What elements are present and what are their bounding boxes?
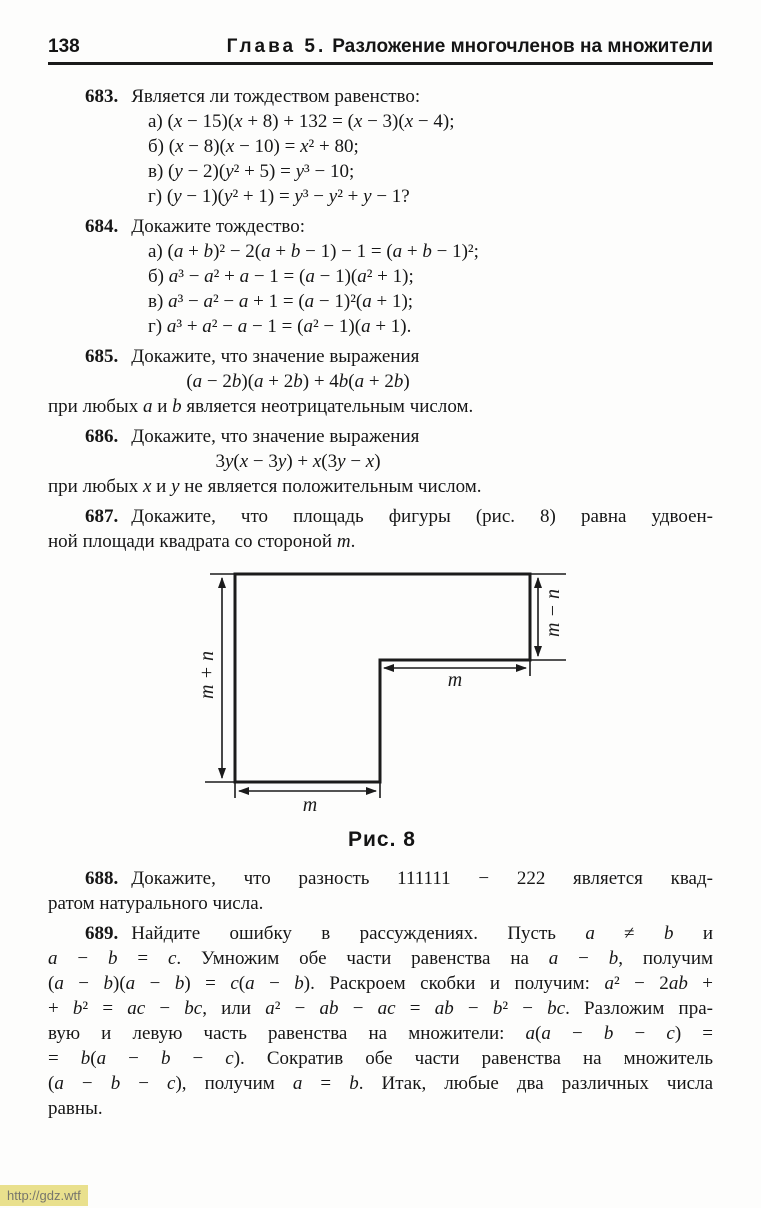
problem-text: Докажите, что значение выражения <box>131 346 420 367</box>
problem-684 <box>48 214 713 339</box>
problem-line <box>48 84 713 109</box>
chapter-heading <box>227 36 713 58</box>
problem-683 <box>48 84 713 209</box>
problem-number: 686. <box>85 426 119 447</box>
figure-8 <box>48 562 713 854</box>
page-number: 138 <box>48 36 80 57</box>
problem-line: при любых x и y не является положительным числом. <box>48 476 482 497</box>
problem-line <box>48 214 713 239</box>
problem-line: в) (y − 2)(y² + 5) = y³ − 10; <box>148 161 355 182</box>
problem-line <box>48 866 713 891</box>
problem-line: + b² = ac − bc, или a² − ab − ac = ab − b² − bc. Разложим пра- <box>48 998 713 1019</box>
problem-line: (a − 2b)(a + 2b) + 4b(a + 2b) <box>186 371 410 392</box>
problem-number: 687. <box>85 506 119 527</box>
problem-688 <box>48 866 713 916</box>
label-m-bottom: m <box>302 794 318 816</box>
problem-line: в) a³ − a² − a + 1 = (a − 1)²(a + 1); <box>148 291 414 312</box>
problem-text: Докажите, что значение выражения <box>131 426 420 447</box>
l-shape-outline <box>235 574 530 782</box>
problem-line: б) a³ − a² + a − 1 = (a − 1)(a² + 1); <box>148 266 414 287</box>
header-rule <box>48 62 713 65</box>
label-m-plus-n: m + n <box>196 651 218 699</box>
problem-line: равны. <box>48 1098 103 1119</box>
problem-line: a − b = c. Умножим обе части равенства на a − b, получим <box>48 948 714 969</box>
label-m-notch: m <box>447 669 463 691</box>
label-m-minus-n: m − n <box>542 589 564 637</box>
problem-line: а) (x − 15)(x + 8) + 132 = (x − 3)(x − 4); <box>148 111 455 132</box>
problem-number: 688. <box>85 868 119 889</box>
problem-number: 684. <box>85 216 119 237</box>
problem-line: ной площади квадрата со стороной m. <box>48 531 356 552</box>
problem-line: (a − b)(a − b) = c(a − b). Раскроем скобки и получим: a² − 2ab + <box>48 973 714 994</box>
problem-689 <box>48 921 713 1121</box>
problem-text: Является ли тождеством равенство: <box>131 86 421 107</box>
page-header <box>48 36 713 58</box>
problem-line <box>48 424 713 449</box>
problem-line <box>48 344 713 369</box>
problem-687 <box>48 504 713 554</box>
problem-line: б) (x − 8)(x − 10) = x² + 80; <box>148 136 359 157</box>
problem-number: 689. <box>85 923 119 944</box>
chapter-label: Глава 5. <box>226 36 327 57</box>
problem-text: Докажите, что разность 111111 − 222 является квад- <box>131 868 713 889</box>
problem-685 <box>48 344 713 419</box>
problem-line: (a − b − c), получим a = b. Итак, любые два различных числа <box>48 1073 713 1094</box>
chapter-title: Разложение многочленов на множители <box>332 36 713 57</box>
problem-line <box>48 921 713 946</box>
problem-686 <box>48 424 713 499</box>
page-content <box>48 36 713 1121</box>
problem-text: Докажите, что площадь фигуры (рис. 8) равна удвоен- <box>131 506 713 527</box>
problem-number: 685. <box>85 346 119 367</box>
figure-caption: Рис. 8 <box>348 828 416 851</box>
problem-line: = b(a − b − c). Сократив обе части равенства на множитель <box>48 1048 713 1069</box>
problem-text: Найдите ошибку в рассуждениях. Пусть a ≠ b и <box>131 923 713 944</box>
problem-line <box>48 504 713 529</box>
problem-text: Докажите тождество: <box>131 216 306 237</box>
problem-line: 3y(x − 3y) + x(3y − x) <box>215 451 381 472</box>
problem-line: при любых a и b является неотрицательным числом. <box>48 396 474 417</box>
problem-line: ратом натурального числа. <box>48 893 264 914</box>
problem-line: г) (y − 1)(y² + 1) = y³ − y² + y − 1? <box>148 186 410 207</box>
problem-line: вую и левую часть равенства на множители: a(a − b − c) = <box>48 1023 713 1044</box>
watermark-url: http://gdz.wtf <box>0 1185 88 1206</box>
problem-number: 683. <box>85 86 119 107</box>
figure-8-drawing <box>150 562 600 854</box>
problem-line: а) (a + b)² − 2(a + b − 1) − 1 = (a + b − 1)²; <box>148 241 479 262</box>
problems-top <box>48 84 713 554</box>
problem-line: г) a³ + a² − a − 1 = (a² − 1)(a + 1). <box>148 316 412 337</box>
problems-bottom <box>48 866 713 1121</box>
